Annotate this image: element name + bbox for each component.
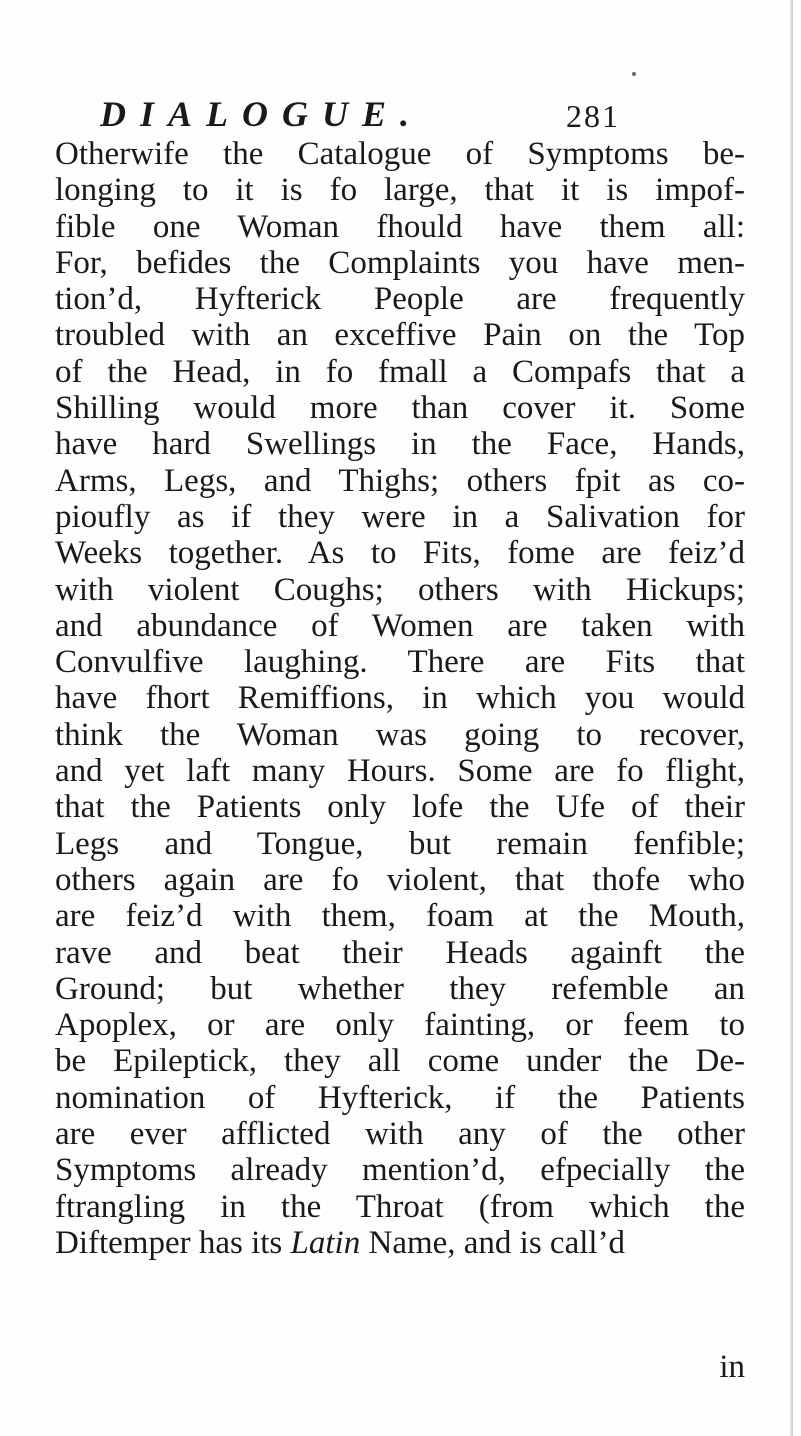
text-line: with violent Coughs; others with Hickups;: [55, 571, 745, 608]
text-line: Otherwife the Catalogue of Symptoms be-: [55, 136, 745, 172]
catchword-row: [55, 1349, 745, 1385]
text-line: think the Woman was going to recover,: [55, 716, 745, 753]
text-line: of the Head, in fo fmall a Compafs that a: [55, 353, 745, 390]
catchword: in: [719, 1349, 745, 1385]
text-line: and abundance of Women are taken with: [55, 607, 745, 644]
text-line: rave and beat their Heads againft the: [55, 934, 745, 971]
text-line: and yet laft many Hours. Some are fo flight,: [55, 753, 745, 790]
text-line: others again are fo violent, that thofe who: [55, 861, 745, 898]
text-line: Shilling would more than cover it. Some: [55, 390, 745, 427]
page-number: 281: [566, 98, 620, 134]
page-edge: [790, 0, 793, 1436]
text-line: nomination of Hyfterick, if the Patients: [55, 1079, 745, 1116]
running-head: [100, 94, 680, 134]
text-line: pioufly as if they were in a Salivation for: [55, 498, 745, 535]
text-line: have hard Swellings in the Face, Hands,: [55, 426, 745, 463]
text-line: are feiz’d with them, foam at the Mouth,: [55, 898, 745, 935]
text-line: longing to it is fo large, that it is impof-: [55, 172, 745, 209]
body-text: [55, 136, 745, 1261]
text-line: Weeks together. As to Fits, fome are feiz’d: [55, 535, 745, 572]
text-line-final: [55, 1225, 745, 1261]
running-head-title: DIALOGUE.: [100, 94, 424, 134]
text-line: be Epileptick, they all come under the De-: [55, 1043, 745, 1080]
text-line: Arms, Legs, and Thighs; others fpit as co-: [55, 462, 745, 499]
final-line-end: Name, and is call’d: [360, 1224, 626, 1261]
ink-speck: [632, 72, 636, 76]
text-line: For, befides the Complaints you have men-: [55, 244, 745, 281]
text-line: tion’d, Hyfterick People are frequently: [55, 281, 745, 318]
text-line: ftrangling in the Throat (from which the: [55, 1188, 745, 1225]
text-line: troubled with an exceffive Pain on the Top: [55, 317, 745, 354]
text-line: Ground; but whether they refemble an: [55, 970, 745, 1007]
latin-word: Latin: [290, 1224, 361, 1261]
text-line: fible one Woman fhould have them all:: [55, 208, 745, 245]
text-line: Apoplex, or are only fainting, or feem to: [55, 1007, 745, 1044]
text-line: that the Patients only lofe the Ufe of their: [55, 789, 745, 826]
final-line-start: Diftemper has its: [55, 1224, 291, 1261]
text-line: are ever afflicted with any of the other: [55, 1116, 745, 1153]
text-line: Convulfive laughing. There are Fits that: [55, 644, 745, 681]
text-line: Legs and Tongue, but remain fenfible;: [55, 825, 745, 862]
text-line: Symptoms already mention’d, efpecially the: [55, 1152, 745, 1189]
text-line: have fhort Remiffions, in which you would: [55, 680, 745, 717]
